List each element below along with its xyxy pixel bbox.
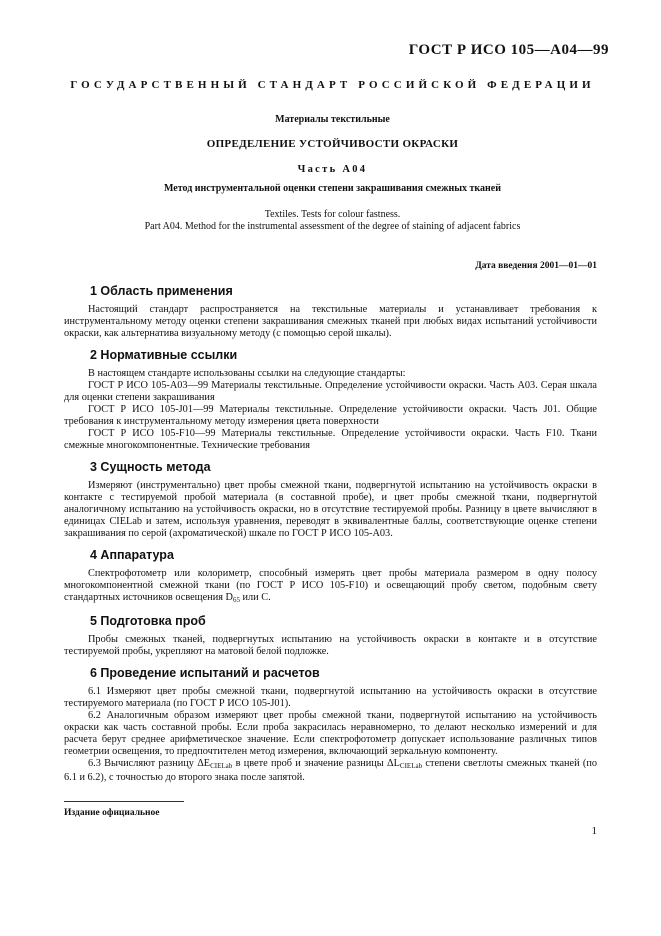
section-heading: 1 Область применения	[90, 284, 233, 298]
edition-label: Издание официальное	[64, 808, 160, 818]
title-english-line1: Textiles. Tests for colour fastness.	[264, 209, 401, 220]
subscript: CIELab	[210, 762, 233, 770]
text-run: в цвете проб и значение разницы ΔL	[232, 758, 400, 769]
section-apparatus	[64, 548, 597, 606]
reference-item: ГОСТ Р ИСО 105-J01—99 Материалы текстильные. Определение устойчивости окраски. Часть J01. Общие требования к инструментальному методу измерения цвета поверхности	[64, 404, 597, 427]
state-standard-banner: ГОСУДАРСТВЕННЫЙ СТАНДАРТ РОССИЙСКОЙ ФЕДЕРАЦИИ	[70, 79, 595, 91]
section-testing-procedure	[64, 666, 597, 784]
title-category: Материалы текстильные	[275, 114, 390, 125]
document-body	[64, 284, 597, 792]
title-subtitle: Метод инструментальной оценки степени закрашивания смежных тканей	[163, 183, 502, 194]
paragraph: Настоящий стандарт распространяется на текстильные материалы и устанавливает требования к инструментальному методу оценки степени закрашивания смежных тканей при любых видах испытаний устойчивости окраски, как альтернатива визуальному методу (с помощью серой шкалы).	[64, 304, 597, 339]
footer-rule	[64, 801, 184, 802]
paragraph: В настоящем стандарте использованы ссылки на следующие стандарты:	[88, 368, 406, 379]
section-heading: 5 Подготовка проб	[90, 614, 206, 628]
paragraph: 6.1 Измеряют цвет пробы смежной ткани, подвергнутой испытанию на устойчивость окраски в отсутствие тестируемого материала (по ГОСТ Р ИСО 105-J01).	[64, 686, 597, 709]
paragraph	[64, 758, 597, 784]
text-run: степени светлоты смежных тканей (по 6.1 и 6.2), с точностью до второго знака после запятой.	[64, 758, 597, 783]
document-code: ГОСТ Р ИСО 105—А04—99	[408, 42, 609, 58]
paragraph	[64, 568, 597, 606]
section-method-essence	[64, 460, 597, 540]
title-part: Часть А04	[297, 164, 368, 175]
section-sample-preparation	[64, 614, 597, 658]
page-number: 1	[591, 825, 597, 837]
paragraph: Пробы смежных тканей, подвергнутых испытанию на устойчивость окраски в контакте и в отсутствие тестируемой пробы, укрепляют на матовой белой подложке.	[64, 634, 597, 657]
subscript: CIELab	[399, 762, 423, 770]
section-normative-references	[64, 348, 597, 452]
title-english	[64, 209, 601, 233]
section-scope	[64, 284, 597, 340]
subscript: 65	[232, 596, 240, 604]
reference-item: ГОСТ Р ИСО 105-А03—99 Материалы текстильные. Определение устойчивости окраски. Часть А03. Серая шкала для оценки степени закрашивания	[64, 380, 597, 403]
section-heading: 3 Сущность метода	[90, 460, 211, 474]
title-main: ОПРЕДЕЛЕНИЕ УСТОЙЧИВОСТИ ОКРАСКИ	[206, 138, 459, 150]
reference-item: ГОСТ Р ИСО 105-F10—99 Материалы текстильные. Определение устойчивости окраски. Часть F10. Ткани смежные многокомпонентные. Технические требования	[64, 428, 597, 451]
text-run: 6.3 Вычисляют разницу ΔE	[88, 758, 211, 769]
title-english-line2: Part A04. Method for the instrumental assessment of the degree of staining of adjacent fabrics	[144, 221, 521, 232]
section-heading: 4 Аппаратура	[90, 548, 174, 562]
section-heading: 2 Нормативные ссылки	[90, 348, 238, 362]
introduction-date: Дата введения 2001—01—01	[475, 261, 597, 271]
text-run: Спектрофотометр или колориметр, способный измерять цвет пробы материала размером в одну полосу многокомпонентной смежной ткани (по ГОСТ Р ИСО 105-F10) и освещающий пробу светом, подобным свету стандартных источников освещения D	[64, 568, 597, 603]
section-heading: 6 Проведение испытаний и расчетов	[90, 666, 320, 680]
paragraph: Измеряют (инструментально) цвет пробы смежной ткани, подвергнутой испытанию на устойчивость окраски в контакте с тестируемой пробой материала (в составной пробе), и цвет пробы смежной ткани, подвергнутой аналогичному испытанию на устойчивость окраски, но в отсутствие тестируемой пробы. Разницу в цвете вычисляют в единицах CIELab и затем, используя уравнения, переводят в эквивалентные баллы, соответствующие оценке степени закрашивания по серой (ахроматической) шкале по ГОСТ Р ИСО 105-А03.	[64, 480, 597, 539]
text-run: или С.	[239, 592, 271, 603]
paragraph: 6.2 Аналогичным образом измеряют цвет пробы смежной ткани, подвергнутой испытанию на устойчивость окраски как часть составной пробы. Если проба закрасилась неравномерно, то делают несколько измерений и для расчета берут среднее арифметическое значение. Если спектрофотометр допускает использование различных типов геометрии освещения, то предпочтителен метод измерения, включающий зеркальную компоненту.	[64, 710, 597, 757]
